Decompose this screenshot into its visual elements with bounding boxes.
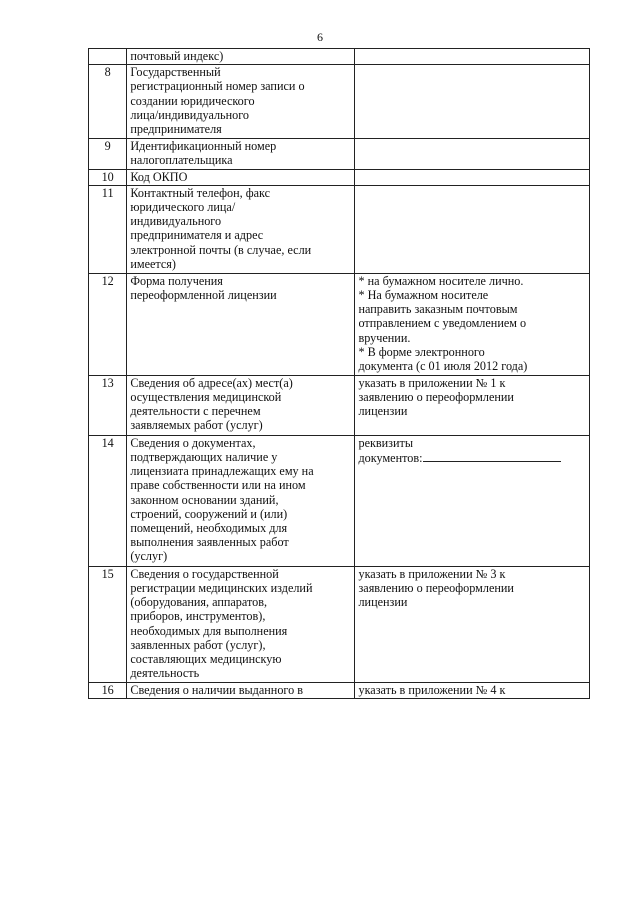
- field-value-text: указать в приложении № 1 к заявлению о переоформлении лицензии: [358, 375, 514, 419]
- table-row: [89, 682, 590, 698]
- table-row: [89, 65, 590, 139]
- field-label-text: Код ОКПО: [130, 169, 188, 184]
- field-value: [355, 375, 590, 435]
- delivery-option-electronic: * В форме электронного документа (с 01 июля 2012 года): [358, 344, 528, 374]
- field-label-text: Государственный регистрационный номер записи о создании юридического лица/индивидуального предпринимателя: [130, 65, 305, 137]
- table-row: [89, 375, 590, 435]
- field-value-text: указать в приложении № 4 к: [358, 682, 506, 697]
- table-row: [89, 169, 590, 185]
- field-label: [127, 682, 355, 698]
- row-number: 15: [89, 566, 127, 682]
- field-label: [127, 375, 355, 435]
- table-row: [89, 49, 590, 65]
- document-details-blank-line: [423, 450, 561, 462]
- table-row: [89, 566, 590, 682]
- table-row: [89, 185, 590, 273]
- page-number: 6: [317, 30, 323, 44]
- table-row: [89, 435, 590, 566]
- field-label-text: Сведения об адресе(ах) мест(а) осуществления медицинской деятельности с перечнем заявляемых работ (услуг): [130, 375, 293, 433]
- field-label: [127, 49, 355, 65]
- application-form-table: [88, 48, 590, 699]
- delivery-option-in-person: * на бумажном носителе лично.: [358, 273, 524, 288]
- table-row: [89, 273, 590, 375]
- field-value: [355, 65, 590, 139]
- field-label-text: Идентификационный номер налогоплательщика: [130, 139, 277, 168]
- row-number: [89, 49, 127, 65]
- field-label: [127, 566, 355, 682]
- row-number: 10: [89, 169, 127, 185]
- field-label-text: Контактный телефон, факс юридического лица/ индивидуального предпринимателя и адрес электронной почты (в случае, если имеется): [130, 185, 312, 271]
- row-number: 14: [89, 435, 127, 566]
- field-value: [355, 49, 590, 65]
- row-number: 8: [89, 65, 127, 139]
- field-label: [127, 65, 355, 139]
- field-label: [127, 273, 355, 375]
- field-label-text: Сведения о наличии выданного в: [130, 682, 304, 697]
- field-label: [127, 435, 355, 566]
- table-row: [89, 139, 590, 169]
- row-number: 13: [89, 375, 127, 435]
- field-value: [355, 273, 590, 375]
- row-number: 12: [89, 273, 127, 375]
- field-label: [127, 169, 355, 185]
- field-value: [355, 682, 590, 698]
- field-value: [355, 169, 590, 185]
- field-label-text: Форма получения переоформленной лицензии: [130, 273, 277, 303]
- field-label-text: почтовый индекс): [130, 49, 224, 63]
- field-value: [355, 185, 590, 273]
- field-value-text: указать в приложении № 3 к заявлению о переоформлении лицензии: [358, 566, 514, 610]
- delivery-option-mail: * На бумажном носителе направить заказным почтовым отправлением с уведомлением о вручении.: [358, 288, 527, 345]
- field-value: [355, 435, 590, 566]
- row-number: 9: [89, 139, 127, 169]
- field-value: [355, 566, 590, 682]
- field-value-prefix: реквизиты документов:: [358, 435, 423, 466]
- field-value: [355, 139, 590, 169]
- field-label: [127, 139, 355, 169]
- row-number: 11: [89, 185, 127, 273]
- field-label-text: Сведения о государственной регистрации медицинских изделий (оборудования, аппаратов, приборов, инструментов), необходимых для выполнения заявленных работ (услуг), составляющих медицинскую деятельность: [130, 566, 313, 681]
- field-label-text: Сведения о документах, подтверждающих наличие у лицензиата принадлежащих ему на праве собственности или на ином законном основании зданий, строений, сооружений и (или) помещений, необходимых для выполнения заявленных работ (услуг): [130, 435, 314, 564]
- row-number: 16: [89, 682, 127, 698]
- field-label: [127, 185, 355, 273]
